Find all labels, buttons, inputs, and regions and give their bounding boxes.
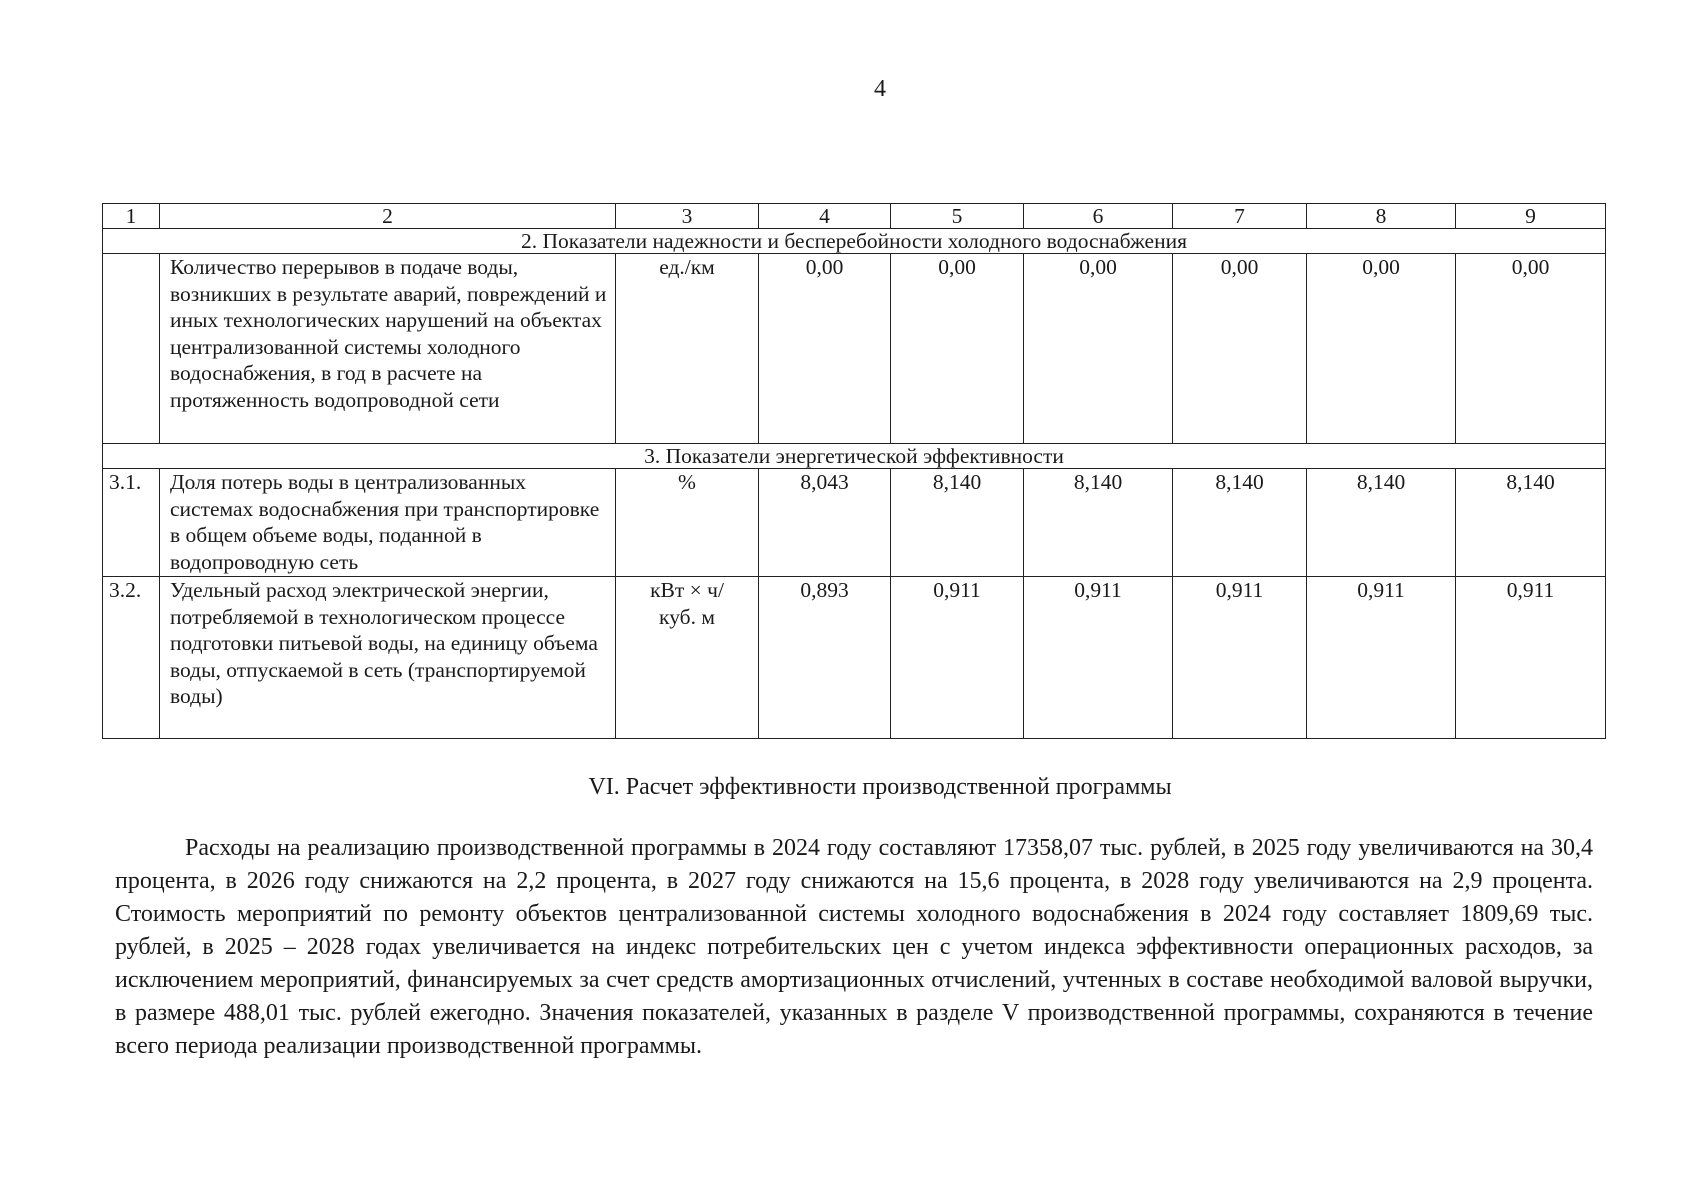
row-number [103,254,160,444]
section-row-3 [103,444,1606,469]
unit-cell: ед./км [616,254,759,444]
value-cell: 8,140 [1307,469,1456,577]
value-cell: 0,00 [1024,254,1173,444]
page-number: 4 [874,76,886,102]
value-cell: 0,893 [759,577,891,739]
value-cell: 0,911 [1456,577,1606,739]
unit-cell [616,577,759,739]
table-row [103,469,1606,577]
value-cell: 0,911 [1173,577,1307,739]
unit-line-2: куб. м [659,604,715,629]
value-cell: 0,911 [1307,577,1456,739]
row-number: 3.2. [103,577,160,739]
value-cell: 0,00 [1307,254,1456,444]
header-cell: 2 [160,204,616,229]
header-cell: 3 [616,204,759,229]
body-paragraph: Расходы на реализацию производственной программы в 2024 году составляют 17358,07 тыс. рублей, в 2025 году увеличиваются на 30,4 процента, в 2026 году снижаются на 2,2 процента, в 2027 году снижаются на 15,6 процента, в 2028 году увеличиваются на 2,9 процента. Стоимость мероприятий по ремонту объектов централизованной системы холодного водоснабжения в 2024 году составляет 1809,69 тыс. рублей, в 2025 – 2028 годах увеличивается на индекс потребительских цен с учетом индекса эффективности операционных расходов, за исключением мероприятий, финансируемых за счет средств амортизационных отчислений, учтенных в составе необходимой валовой выручки, в размере 488,01 тыс. рублей ежегодно. Значения показателей, указанных в разделе V производственной программы, сохраняются в течение всего периода реализации производственной программы. [115,835,1593,1059]
table-row [103,254,1606,444]
unit-line-1: кВт × ч/ [650,578,724,602]
value-cell: 0,00 [1173,254,1307,444]
indicator-name: Количество перерывов в подаче воды, возникших в результате аварий, повреждений и иных технологических нарушений на объектах централизованной системы холодного водоснабжения, в год в расчете на протяженность водопроводной сети [160,254,616,444]
section-heading: VI. Расчет эффективности производственной программы [588,774,1172,800]
header-cell: 6 [1024,204,1173,229]
value-cell: 8,043 [759,469,891,577]
header-cell: 1 [103,204,160,229]
section-title-3: 3. Показатели энергетической эффективности [103,444,1606,469]
indicators-table [102,203,1606,739]
value-cell: 8,140 [1024,469,1173,577]
indicator-name: Удельный расход электрической энергии, потребляемой в технологическом процессе подготовки питьевой воды, на единицу объема воды, отпускаемой в сеть (транспортируемой воды) [160,577,616,739]
value-cell: 0,00 [1456,254,1606,444]
value-cell: 0,00 [759,254,891,444]
indicators-table-container [102,203,1605,739]
header-cell: 9 [1456,204,1606,229]
indicator-name: Доля потерь воды в централизованных системах водоснабжения при транспортировке в общем объеме воды, поданной в водопроводную сеть [160,469,616,577]
section-title-2: 2. Показатели надежности и бесперебойности холодного водоснабжения [103,229,1606,254]
value-cell: 0,00 [891,254,1024,444]
section-row-2 [103,229,1606,254]
table-row [103,577,1606,739]
header-cell: 7 [1173,204,1307,229]
header-cell: 8 [1307,204,1456,229]
value-cell: 8,140 [891,469,1024,577]
value-cell: 0,911 [1024,577,1173,739]
table-header-row [103,204,1606,229]
header-cell: 4 [759,204,891,229]
value-cell: 0,911 [891,577,1024,739]
header-cell: 5 [891,204,1024,229]
unit-cell: % [616,469,759,577]
value-cell: 8,140 [1173,469,1307,577]
row-number: 3.1. [103,469,160,577]
value-cell: 8,140 [1456,469,1606,577]
